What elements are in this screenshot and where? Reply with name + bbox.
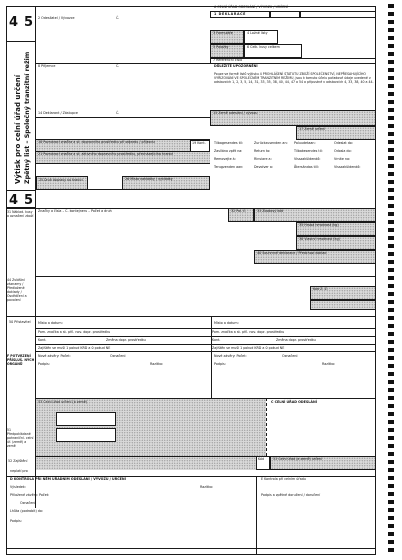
d-control-title: D KONTROLA PŘI NĚM ÚŘADNÍM ODESLÁNÍ / VÝVOZU / URČENÍ — [10, 477, 126, 481]
copy-number-bottom-2: 5 — [24, 193, 34, 208]
d-sign: Podpis: — [10, 519, 22, 523]
seals-id-left: Označení: — [110, 354, 127, 358]
transit-office-white-2 — [56, 428, 116, 442]
tractor-feed-hole — [388, 484, 394, 488]
tractor-feed-hole — [388, 180, 394, 184]
side-title-box — [6, 42, 36, 190]
copy-number-top-2: 5 — [24, 15, 34, 30]
seals-id-right: Označení: — [282, 354, 299, 358]
return-table-cell: Terugzenden aan: — [214, 165, 244, 169]
field-52-code-label: Kód — [258, 457, 265, 461]
tractor-feed-hole — [388, 388, 394, 392]
tractor-feed-hole — [388, 340, 394, 344]
field-15-dispatch-country[interactable] — [210, 110, 376, 126]
field-53-label: 53 Celní úřad (a země) určení — [273, 457, 323, 461]
declaration-subbox — [270, 11, 300, 18]
tractor-feed-hole — [388, 36, 394, 40]
field-31-sub: Značky a čísla – Č. kontejneru – Počet a druh — [38, 209, 112, 213]
field-40-summary[interactable] — [254, 250, 376, 264]
field-8-number: Č. — [116, 64, 120, 68]
field-5-items[interactable] — [210, 44, 244, 58]
tractor-feed-hole — [388, 92, 394, 96]
tractor-feed-hole — [388, 420, 394, 424]
transit-office-label: 53 Celní úřad určení (a země) — [38, 400, 88, 404]
tractor-feed-hole — [388, 68, 394, 72]
tractor-feed-hole — [388, 100, 394, 104]
tractor-feed-hole — [388, 540, 394, 544]
field-26-label: 26 Místo nakládky / vykládky — [125, 177, 173, 181]
return-table-cell: Visszaküldendő: — [334, 165, 361, 169]
tractor-feed-hole — [388, 60, 394, 64]
field-4-loading-lists[interactable] — [244, 30, 278, 44]
return-table-cell: Vrnite na: — [334, 157, 351, 161]
tractor-feed-hole — [388, 492, 394, 496]
tractor-feed-hole — [388, 276, 394, 280]
field-21-active-transport[interactable] — [36, 152, 210, 164]
tractor-feed-hole — [388, 500, 394, 504]
tractor-feed-hole — [388, 532, 394, 536]
tractor-feed-hole — [388, 140, 394, 144]
tractor-feed-hole — [388, 268, 394, 272]
return-table-cell: Paluudetaan: — [294, 141, 316, 145]
field-17-destination-country[interactable] — [296, 126, 376, 140]
transit-office-white — [56, 412, 116, 426]
tractor-feed-hole — [388, 356, 394, 360]
field-6-label: 6 Celk. kusy celkem — [247, 45, 280, 49]
d-seals-count: Přiložené závěry: Počet: — [10, 493, 50, 497]
field-50-kont: Kont. — [38, 338, 47, 342]
field-52-guarantee[interactable] — [8, 456, 256, 470]
field-50-label: 50 Přistavitel — [9, 320, 31, 324]
notice-text: Pouze ve formě listů výtisku 4 PROHLÁŠENÍ STATUTU ZBOŽÍ SPOLEČENSTVÍ, NEPŘESAHUJÍCÍHO VYŘIZOVÁNÍ VE SPOLEČNÉM TRANZITNÍM REŽIMU, jsou k tomuto účelu pořadové údaje uvedené v odstavcích 1, 2, 3, 5, 14, 31, 33, 35, 38, 40, 44, 47 a 54 a přípustné v odstavcích 4, 33, 38, 40 a 44. — [214, 72, 374, 84]
field-3-label: 3 Formuláře — [213, 31, 233, 35]
tractor-feed-hole — [388, 148, 394, 152]
tractor-feed-hole — [388, 292, 394, 296]
tractor-feed-hole — [388, 220, 394, 224]
stamp-left: Razítko: — [150, 362, 164, 366]
field-33-commodity[interactable] — [254, 208, 376, 222]
tractor-feed-hole — [388, 412, 394, 416]
return-table-cell: Tilbagesendes til: — [214, 141, 243, 145]
tractor-feed-hole — [388, 468, 394, 472]
field-6-packages[interactable] — [244, 44, 302, 58]
field-50-kont-row — [36, 336, 376, 344]
field-25-label: 25 Druh dopravy na hranici — [39, 178, 83, 182]
return-table-cell: Zasíláno zpět na: — [214, 149, 243, 153]
tractor-feed-hole — [388, 84, 394, 88]
tractor-feed-hole — [388, 348, 394, 352]
field-14-declarant[interactable] — [36, 110, 210, 140]
field-26-loading-place[interactable] — [122, 176, 210, 190]
field-51-label: 51 Předpokládané pohraniční. celní úř. (země) a země — [7, 428, 34, 448]
field-25-border-mode[interactable] — [36, 176, 88, 190]
new-seals-right: Nové závěry: Počet: — [214, 354, 247, 358]
side-title-1: Výtisk pro celní úřad určení — [14, 74, 22, 184]
tractor-feed-hole — [388, 172, 394, 176]
tractor-feed-hole — [388, 524, 394, 528]
field-50-sealed: Zajištěn se muší 1 pokud KRD a 0 pokud NE — [38, 346, 111, 350]
tractor-feed-hole — [388, 108, 394, 112]
field-f-label: F POTVRZENÍ PŘÍSLUŠ. NÝCH ORGÁNŮ — [7, 354, 35, 366]
tractor-feed-hole — [388, 516, 394, 520]
signature-right: Podpis: — [214, 362, 226, 366]
field-4-label: 4 Ložné listy — [247, 31, 268, 35]
signature-left: Podpis: — [38, 362, 50, 366]
c-office-box — [266, 398, 376, 456]
copy-number-box — [6, 6, 36, 42]
tractor-feed-hole — [388, 300, 394, 304]
tractor-feed-hole — [388, 204, 394, 208]
return-table-cell: Rinviare a: — [254, 157, 272, 161]
field-21-label: 21 Poznávací značka a st. aktivního dopravního prostředku, přecházejícího hranici — [38, 152, 174, 156]
c-office-label: C CELNÍ ÚŘAD ODESLÁNÍ — [271, 400, 317, 404]
field-38-net-mass[interactable] — [296, 236, 376, 250]
field-f-confirmation — [6, 352, 36, 398]
field-2-consignor[interactable] — [36, 6, 210, 64]
field-50-sealed-right: Zajištěn se muší 1 pokud KRD a 0 pokud NE — [212, 346, 285, 350]
tractor-feed-hole — [388, 28, 394, 32]
tractor-feed-hole — [388, 132, 394, 136]
tractor-feed-hole — [388, 332, 394, 336]
tractor-feed-hole — [388, 508, 394, 512]
field-8-label: 8 Příjemce — [38, 64, 56, 68]
field-14-label: 14 Deklarant / Zástupce — [38, 111, 78, 115]
field-50-kont-right: Kont. — [212, 338, 221, 342]
e-control-label: E Kontrola při celním úřadu — [261, 477, 306, 481]
field-19-container[interactable] — [190, 140, 210, 152]
new-seals-left: Nové závěry: Počet: — [38, 354, 71, 358]
field-44-code: Kód Z. Z. — [313, 287, 328, 291]
tractor-feed-hole — [388, 476, 394, 480]
field-19-label: 19 Kont. — [192, 141, 206, 145]
field-5-label: 5 Položky — [213, 45, 229, 49]
field-50-agent-row — [36, 328, 376, 336]
tractor-feed-hole — [388, 156, 394, 160]
field-3-forms[interactable] — [210, 30, 244, 44]
tractor-feed-hole — [388, 444, 394, 448]
return-table-cell: Return to: — [254, 149, 271, 153]
tractor-feed-hole — [388, 164, 394, 168]
field-14-number: Č. — [116, 111, 120, 115]
field-44-code-sub[interactable] — [310, 300, 376, 310]
field-35-label: 35 Hrubá hmotnost (kg) — [299, 223, 339, 227]
field-38-label: 38 Vlastní hmotnost (kg) — [299, 237, 340, 241]
field-50-change-right: Změna dopr. prostředku — [276, 338, 316, 342]
field-50-place-right: Místo a datum: — [214, 321, 239, 325]
field-50-place: Místo a datum: — [38, 321, 63, 325]
field-18-label: 18 Poznávací značka a st. dopravního prostředku při odjezdu / příjezdu — [38, 140, 155, 144]
declaration-label: 1 DEKLARACE — [214, 12, 246, 16]
tractor-feed-hole — [388, 236, 394, 240]
field-32-label: 32 Pol. č. — [231, 209, 247, 213]
copy-number-box-bottom — [6, 190, 36, 208]
e-copy-returned: Podpis a zpětné doručení / doručení — [261, 493, 321, 497]
tractor-feed-hole — [388, 548, 394, 552]
field-50-agent-right: Pom. značka a st. příl. nov. dopr. prostředku — [212, 330, 285, 334]
tractor-feed-hole — [388, 124, 394, 128]
office-heading: A CELNÍ ÚŘAD ODESLÁNÍ / VÝVOZU / URČENÍ — [214, 5, 288, 9]
tractor-feed-hole — [388, 228, 394, 232]
field-52-code[interactable] — [256, 456, 270, 470]
d-seals-mark: Označení: — [20, 501, 37, 505]
tractor-feed-hole — [388, 260, 394, 264]
field-52-label: 52 Zajištění — [8, 459, 28, 463]
field-40-label: 40 Souhrnné deklarace / Předchozí doklad — [257, 251, 327, 255]
tractor-feed-hole — [388, 436, 394, 440]
field-17-label: 17 Země určení — [299, 127, 326, 131]
tractor-feed-hole — [388, 380, 394, 384]
tractor-feed-hole — [388, 308, 394, 312]
field-50-agent: Pom. značka a st. příl. nov. dopr. prostředku — [38, 330, 111, 334]
copy-number-bottom: 4 — [9, 193, 19, 208]
tractor-feed-hole — [388, 244, 394, 248]
field-18-transport[interactable] — [36, 140, 210, 152]
important-notice — [214, 64, 374, 110]
field-2-label: 2 Odesílatel / Vývozce — [38, 16, 75, 20]
tractor-feed-hole — [388, 372, 394, 376]
declaration-box — [210, 11, 270, 18]
field-44-code-box[interactable] — [310, 286, 376, 300]
tractor-feed-hole — [388, 212, 394, 216]
field-15-label: 15 Země odeslání / vývozu — [213, 111, 258, 115]
e-control-box — [256, 476, 376, 555]
return-table-cell: Removejte à: — [214, 157, 236, 161]
copy-number-top: 4 — [9, 15, 19, 30]
field-31-label: 31 Náklad. kusy a označení zboží — [7, 210, 34, 218]
field-35-gross-mass[interactable] — [296, 222, 376, 236]
d-result: Výsledek: — [10, 485, 26, 489]
return-table-cell: Devolver a: — [254, 165, 273, 169]
d-deadline: Lhůta (podrobit) do: — [10, 509, 44, 513]
tractor-feed-hole — [388, 188, 394, 192]
tractor-feed-hole — [388, 116, 394, 120]
d-stamp: Razítko: — [200, 485, 214, 489]
return-table-cell: Odeslat do: — [334, 141, 353, 145]
return-table-cell: Återsändas till: — [294, 165, 319, 169]
tractor-feed-hole — [388, 460, 394, 464]
tractor-feed-hole — [388, 364, 394, 368]
stamp-right: Razítko: — [322, 362, 336, 366]
field-53-transit-office[interactable] — [36, 398, 266, 456]
field-51-label-col — [6, 398, 36, 456]
tractor-feed-hole — [388, 4, 394, 8]
tractor-feed-hole — [388, 252, 394, 256]
side-title-2: Zpětný list – Společný tranzitní režim — [24, 51, 31, 184]
tractor-feed-hole — [388, 396, 394, 400]
tractor-feed-hole — [388, 76, 394, 80]
field-50-vdivider — [211, 316, 212, 400]
tractor-feed-hole — [388, 12, 394, 16]
tractor-feed-hole — [388, 452, 394, 456]
tractor-feed-hole — [388, 196, 394, 200]
field-2-number: Č. — [116, 16, 120, 20]
return-table-cell: Odosla do: — [334, 149, 352, 153]
tractor-feed-hole — [388, 284, 394, 288]
tractor-feed-hole — [388, 324, 394, 328]
field-33-label: 33 Zbožový kód — [257, 209, 284, 213]
field-44-label: 44 Zvláštní záznamy / Předložené doklady / Osvědčení a povolení — [7, 278, 27, 302]
return-table-cell: Zurückzusenden an: — [254, 141, 288, 145]
tractor-feed-hole — [388, 44, 394, 48]
declaration-subbox-2 — [300, 11, 376, 18]
field-7-label: 7 Referenční číslo — [213, 58, 243, 62]
field-32-item-no[interactable] — [228, 208, 254, 222]
tractor-feed-hole — [388, 20, 394, 24]
bottom-divider — [6, 548, 376, 549]
tractor-feed-strip — [380, 0, 402, 560]
field-53-destination-office[interactable] — [270, 456, 376, 470]
field-50-sealed-row — [36, 344, 376, 352]
tractor-feed-hole — [388, 428, 394, 432]
return-address-table — [214, 142, 374, 188]
tractor-feed-hole — [388, 316, 394, 320]
field-52-na: neplatí pro — [10, 469, 28, 473]
tractor-feed-hole — [388, 52, 394, 56]
return-table-cell: Tilbakesendes til: — [294, 149, 323, 153]
notice-title: DŮLEŽITÉ UPOZORNĚNÍ — [214, 64, 258, 68]
return-table-cell: Visszaküldendő: — [294, 157, 321, 161]
tractor-feed-hole — [388, 404, 394, 408]
field-50-change: Změna dopr. prostředku — [106, 338, 146, 342]
